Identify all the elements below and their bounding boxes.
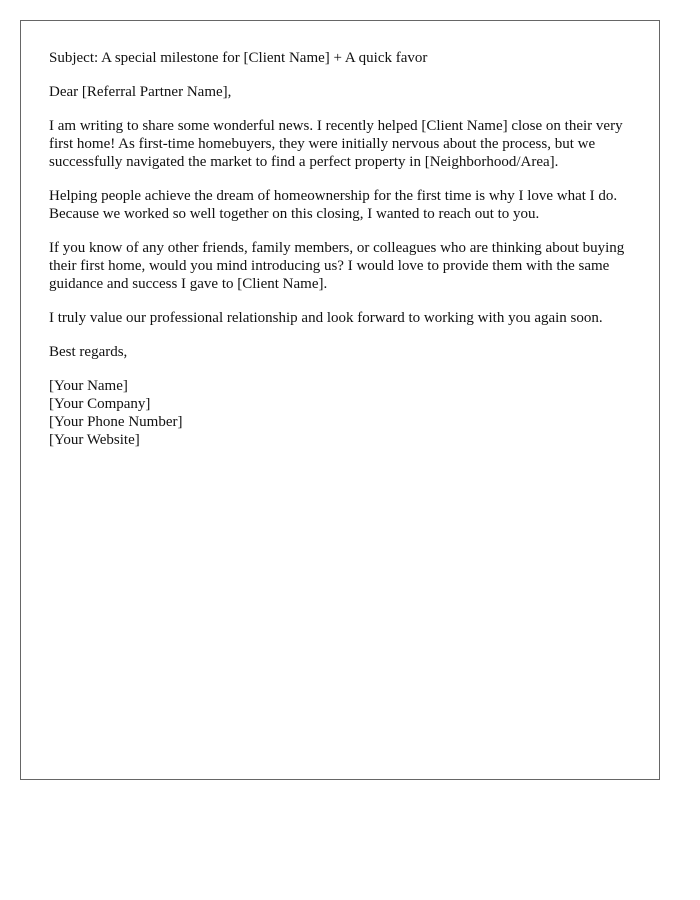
letter-paragraph: If you know of any other friends, family members, or colleagues who are thinking about buying their first home, would you mind introducing us? I would love to provide them with the same guidance and success I gave to [Client Name]. xyxy=(49,240,625,292)
letter-paragraph: Helping people achieve the dream of homeownership for the first time is why I love what I do. Because we worked so well together on this closing, I wanted to reach out to you. xyxy=(49,188,618,222)
letter-greeting: Dear [Referral Partner Name], xyxy=(49,84,232,100)
letter-paragraph: I am writing to share some wonderful news. I recently helped [Client Name] close on their very first home! As first-time homebuyers, they were initially nervous about the process, but we successfully navigated the market to find a perfect property in [Neighborhood/Area]. xyxy=(49,118,623,170)
signature-block xyxy=(49,377,634,449)
signature-website: [Your Website] xyxy=(49,432,140,448)
letter-subject: Subject: A special milestone for [Client Name] + A quick favor xyxy=(49,50,428,66)
letter-paragraph: I truly value our professional relationship and look forward to working with you again soon. xyxy=(49,310,603,326)
signature-name: [Your Name] xyxy=(49,378,128,394)
signature-phone: [Your Phone Number] xyxy=(49,414,183,430)
signature-company: [Your Company] xyxy=(49,396,151,412)
letter-body xyxy=(49,49,634,449)
letter-frame xyxy=(20,20,660,780)
letter-closing: Best regards, xyxy=(49,344,128,360)
